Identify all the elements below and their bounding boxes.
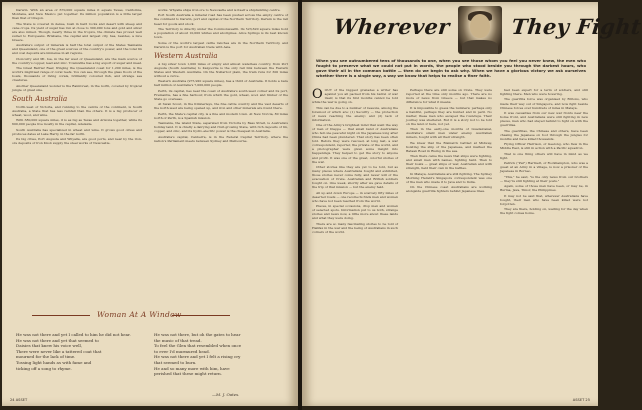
right-column-3 [500, 88, 588, 396]
section-heading-western-australia: Western Australia [154, 51, 218, 60]
paragraph: South Australia has specialized in wheat and wine. It grows good olives and produces dates at Lake Harry, in the far north. [12, 127, 142, 136]
paragraph: Other stories like they are yet to be told, but as many places where Australians fought and exhibited, those stories never come fully, and never will of the evacuation of Crete. Australian and British soldiers fought on. One week, shortly after we gave details of the trip of that mission — but the enemy held. [312, 165, 398, 190]
right-column-2 [406, 88, 492, 396]
right-page [302, 2, 642, 406]
paragraph: works. Whyalla ships iron ore to Newcastle and is itself a shipbuilding centre. [158, 8, 281, 12]
left-page [2, 2, 298, 406]
paragraph: One of the Army's brightest mind that went the way of men of Dieppe — that small band of Australians who fell one peaceful night on the Japanese long after China had been plundered. That story has been often told. Before they were rescued, at long last, a war correspondent, reporter, the private of the world, and a photographer were given some insight into happenings. They helped to get the story to anyone and profit. It was one of the great, colorful stories of the war. [312, 123, 398, 164]
paragraph: Then in the early-one months of Guadalcanal, Australia's silent men under enemy. Australian miners, fought with all their strength. [406, 127, 492, 140]
paragraph: With 380,000 square miles, it is as big as Texas and Arizona together, while its 600,000 people live mostly in the capital, Adelaide. [12, 118, 142, 127]
paragraph: Again, some of those men have been, or may be, in Burma, Java, Timor, the Philippines. [500, 184, 588, 193]
paragraph: Another Queensland wonder is the Rainforest, in the north, covered by tropical jungle of great size. [12, 83, 142, 92]
article-standfirst: When you see outnumbered tens of thousands to one, when you see those whom you feel you never knew, the men who fought to preserve what we could not put in words, the people who stood beside you through the darkest hours, who gave their all in the common battle — then do we begin to ask why. When we have a glorious victory we ask ourselves whether there is a single way, a way we know that helps to realise a finer faith. [316, 58, 586, 78]
paragraph: Its big cities, Port Augusta and Whyalla, are good ports, and near by the iron-ore deposits of Iron Knob supply the steel works of Newcastle. [12, 137, 142, 146]
paragraph: Flying Officer Harrison, of Geelong, who flew in the Middle East, is still in action with a Pacific squadron. [500, 142, 588, 151]
paragraph: had been expert for a term of soldiers, and still fighting there. Men who were hovering. [500, 88, 588, 97]
paragraph: At Swan Scout, in the Kimberleys, the fine cattle country and the vast deserts of the north-west are being opened up, and iron and other minerals are found there. [154, 102, 288, 111]
headline-right: They Fight [510, 14, 642, 39]
paragraph: It was casualties from our new war fronts near the home front, and Australians were still fighting in new places, men who had stayed behind to fight on with the guerrillas. [500, 111, 588, 128]
paragraph: This can be due to a number of reasons, among the foremost of which are: (1) Security — the protection of news reaching the enemy; and (2) lack of information. [312, 105, 398, 122]
paragraph: That is one thing others will have in mind as we fight. [500, 151, 588, 160]
paragraph: North-west of Victoria, and running to the centre of the continent, is South Australia, a State that has less rainfall than the others. It is a big producer of wheat, wool, and wine. [12, 104, 142, 117]
paragraph: Western Australia (975,920 square miles), has a third of Australia. It holds a bare half million of Australia's 7,000,000 people. [154, 79, 288, 88]
paragraph: It may not be said that, wherever Australians have fought, their men who have been killed were not forgotten. [500, 193, 588, 206]
paragraph: The Great Barrier Reef, fringing the Queensland coast for 1,200 miles, is the world's mightiest range of coral reefs. You can see, through the glass floors of the boats, thousands of living corals, brilliantly coloured fish, and strange sea creatures. [12, 66, 142, 83]
paragraph: Places, in special occasions, drop men and women of selected spots. Information put to us both, strange stories and news now, a little more about these lands and what they were doing. [312, 204, 398, 221]
opening-paragraph: OOUT of the biggest grenades a writer has against you all packed from his barrel of war itself, is that its first months cannot be told while the war is going on. [312, 87, 398, 105]
paragraph: The State is covered in dense, bush in hard rocks and desert with sheep and cane crops. Its yield of sugar has run at close to 300,000 tons and gold and silver are also mined. Though, nearly three in the tropics, the climate has proved well suited to Europeans. Brisbane, the capital and largest city, has, besides, a nice breeze. [12, 21, 142, 42]
paragraph: Darwin. With an area of 670,000 square miles it equals Texas, California, Montana, and New Mexico put together. Its million population is a little larger than that of Oregon. [12, 8, 142, 21]
section-heading-south-australia: South Australia [12, 94, 68, 103]
drop-cap: O [312, 87, 323, 102]
paragraph: We knew that the Bismarck battled at Midway, hoisting the ship of the Japanese, and marked the Bataan Road in Rising in the sea. [406, 140, 492, 153]
paragraph: Australia's output of minerals is half the total output of the States Tasmania and Queensland, one of the great sources of the country's power, and the total tin and coal deposits are immense in all regions. [12, 43, 142, 56]
paragraph: "This," he said, "is the only news from our brothers — they're still fighting at their posts." [500, 174, 588, 183]
poem-author: —M. J. Oates. [212, 392, 240, 397]
paragraph: There are so many fascinating stories to be told of Halifax in the war and the being of Australians in such corners of the world. [312, 221, 398, 234]
right-column-1 [312, 88, 398, 396]
paragraph: In Malaya, Australians are still fighting. The Sydney Morning Herald's Singapore correspondent was one of the men who made it to Java and to India. [406, 171, 492, 184]
left-column-2 [154, 8, 288, 298]
poem-right-stanza: He was not there, but oh the gates to hear the music of that tread. To feel the Glen that resembled when once to ever I'd murmured head. He was not there and yet I felt a rising cry that seemed to burn. He and so many more with him, have perished that these might return. [154, 332, 242, 377]
paragraph: Australia's capital, Canberra, is in the Federal Capital Territory, where the nation's Parliament meets between Sydney and Melbourne. [154, 134, 288, 143]
paragraph: Some of the world's largest cattle ranches are in the Northern Territory, and Darwin is the port for Australian trade with Asia. [154, 40, 288, 49]
paragraph: Port South Australia a mineral road has been pushed across the empty centre of the continent to Darwin, port and capital of the Northern Territory. Darwin is the rail head for goods and stock. [154, 13, 288, 26]
paragraph: A big silver town 1,000 miles of empty and almost waterless country, from Port Augusta (South Australia) to Kalgoorlie is the only rail link between the Eastern States and Western Australia. On the Nullarbor plain, the train runs for 300 miles without a curve. [154, 61, 288, 78]
paragraph: Tasmania, the island State, separated from Victoria by Bass Strait, is Australia's holiday land. It is chiefly a dairying and fruit-growing State, with rich deposits of tin, copper, and zinc, and its hydro-electric power is the cheapest in Australia. [154, 121, 288, 134]
paragraph: They are there, holding on, waiting for the day when the fight comes home. [500, 207, 588, 216]
poem-title: Woman At A Window [97, 310, 182, 319]
page-folio-right: ASSET 25 [572, 398, 590, 402]
paragraph: Then there came the news that ships were fighting, and small men with names, fighting hard. Then to their boats — great ships of war, Australian and with strength, held their own in the battles. [406, 154, 492, 171]
left-column-1 [12, 8, 142, 298]
paragraph: Cloncurry and Mt. Isa, in the far west of Queensland, are the main source of the country's copper, lead and zinc. Townsville has a big export of sugar and meat. [12, 56, 142, 65]
portrait-photo [458, 6, 502, 54]
paragraph: The guerrilla force was organised by Britons, who made their way out of Singapore, and now fight beside Chinese forces over hundreds of miles in Malaya. [500, 97, 588, 110]
poem-left-stanza: He was not there and yet I called to him he did not hear. He was not there and yet that seemed to Daisies that knew his voice well, There were never like a tattered coat that mourned for the lack of time. Tossing light hands as with fame and ticking off a song to rhyme. [16, 332, 131, 371]
paragraph: Perth, its capital, lies near the coast of Australia's south-west corner and its port, Fremantle, has a fine harbour, from which the gold, wheat, wool and timber of the State go overseas. [154, 88, 288, 101]
paragraph: The Territory is directly under the Commonwealth. Its 523,620 square miles hold a population of about 10,000 whites and aborigines. Alice Springs is its best known town. [154, 26, 288, 40]
paragraph: All up and down Europe — in scarcely fifty miles of deserted roads — one recollects finds men and women who have not been reached from the world. [312, 190, 398, 203]
paragraph: The guerrillas, the Chinese and others, have been chasing the Japanese on foot through the jungles for months and have killed thousands. [500, 128, 588, 141]
title-rule-right [172, 315, 230, 316]
paragraph: Perth, the State's capital city, is a fine and modern town. At New Norcia, 80 miles north of Perth, is a Spanish mission. [154, 111, 288, 120]
title-rule-left [32, 315, 90, 316]
headline-left: Wherever [332, 14, 451, 39]
paragraph: Perhaps there are still some on Crete. They were reported at the time only months ago. There are no more of news from Greece — but that makes no difference for what it means. [406, 88, 492, 105]
paragraph: Patrick ("Pat") Hartnett, of Rockhampton, who was a guest at an Army in a village, is now a prisoner of the Japanese in Borneo. [500, 161, 588, 174]
paragraph: It is impossible to guess the numbers; perhaps only a handful, perhaps they are hunted and in peril. No matter, these men who escaped the roundups. Their journey was sheltered. But it is a story not to be told on the land or here, not yet. [406, 105, 492, 126]
page-folio-left: 24 ASSET [10, 398, 28, 402]
paragraph: On the Chinese coast Australians are working alongside guerrilla fighters behind Japanese lines. [406, 185, 492, 194]
